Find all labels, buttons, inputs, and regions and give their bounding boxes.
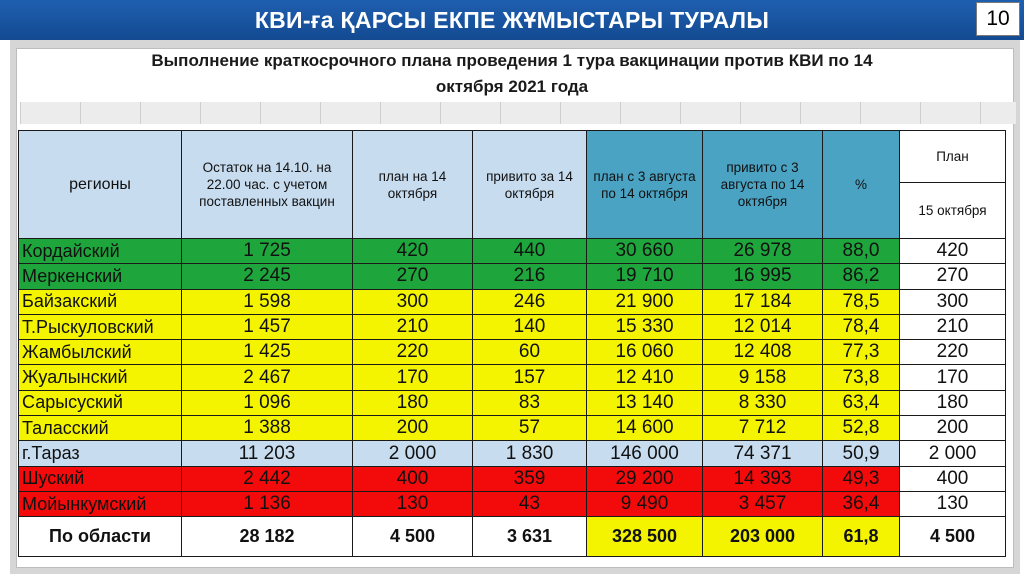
header-vaccinated-august: привито с 3 августа по 14 октября xyxy=(703,131,823,239)
header-plan-august: план с 3 августа по 14 октября xyxy=(587,131,703,239)
percent-done: 78,4 xyxy=(823,314,900,339)
region-name: Сарысуский xyxy=(19,390,182,415)
plan-oct-15: 420 xyxy=(900,239,1006,264)
subtitle-line-2: октября 2021 года xyxy=(435,77,589,96)
plan-oct-14: 210 xyxy=(353,314,473,339)
vaccinated-since-aug: 14 393 xyxy=(703,466,823,491)
vaccinated-since-aug: 3 457 xyxy=(703,491,823,516)
header-remaining: Остаток на 14.10. на 22.00 час. с учетом поставленных вакцин xyxy=(182,131,353,239)
plan-since-aug: 14 600 xyxy=(587,416,703,441)
header-plan: План xyxy=(900,131,1006,183)
header-percent: % xyxy=(823,131,900,239)
header-vaccinated-14: привито за 14 октября xyxy=(473,131,587,239)
percent-done: 52,8 xyxy=(823,416,900,441)
remaining-vaccines: 2 467 xyxy=(182,365,353,390)
subtitle-line-1: Выполнение краткосрочного плана проведения 1 тура вакцинации против КВИ по 14 xyxy=(151,51,873,70)
remaining-vaccines: 2 245 xyxy=(182,264,353,289)
table-row xyxy=(19,365,1006,390)
percent-done: 49,3 xyxy=(823,466,900,491)
plan-oct-14: 420 xyxy=(353,239,473,264)
region-name: Мойынкумский xyxy=(19,491,182,516)
vaccinated-since-aug: 12 408 xyxy=(703,340,823,365)
vaccinated-oct-14: 1 830 xyxy=(473,441,587,466)
vaccinated-since-aug: 8 330 xyxy=(703,390,823,415)
table-row xyxy=(19,239,1006,264)
percent-done: 73,8 xyxy=(823,365,900,390)
page-number: 10 xyxy=(976,2,1020,36)
header-regions: регионы xyxy=(19,131,182,239)
remaining-vaccines: 1 096 xyxy=(182,390,353,415)
plan-oct-15: 400 xyxy=(900,466,1006,491)
vaccinated-oct-14: 57 xyxy=(473,416,587,441)
plan-oct-14: 2 000 xyxy=(353,441,473,466)
table-row xyxy=(19,314,1006,339)
table-subtitle xyxy=(26,48,998,100)
table-row xyxy=(19,466,1006,491)
region-name: Меркенский xyxy=(19,264,182,289)
vaccination-table xyxy=(18,130,1006,557)
region-name: Байзакский xyxy=(19,289,182,314)
region-name: Кордайский xyxy=(19,239,182,264)
remaining-vaccines: 1 425 xyxy=(182,340,353,365)
header-plan-15: 15 октября xyxy=(900,183,1006,239)
remaining-vaccines: 1 388 xyxy=(182,416,353,441)
plan-oct-15: 180 xyxy=(900,390,1006,415)
header-plan-14: план на 14 октября xyxy=(353,131,473,239)
remaining-vaccines: 1 457 xyxy=(182,314,353,339)
plan-oct-14: 300 xyxy=(353,289,473,314)
slide-header xyxy=(0,0,1024,40)
plan-since-aug: 13 140 xyxy=(587,390,703,415)
remaining-vaccines: 2 442 xyxy=(182,466,353,491)
region-name: Шуский xyxy=(19,466,182,491)
total-plan-oct-15: 4 500 xyxy=(900,517,1006,557)
vaccinated-since-aug: 16 995 xyxy=(703,264,823,289)
plan-oct-14: 220 xyxy=(353,340,473,365)
table-row xyxy=(19,264,1006,289)
plan-since-aug: 30 660 xyxy=(587,239,703,264)
spreadsheet-grid-band xyxy=(20,102,1016,124)
plan-since-aug: 19 710 xyxy=(587,264,703,289)
percent-done: 50,9 xyxy=(823,441,900,466)
plan-oct-14: 130 xyxy=(353,491,473,516)
region-name: Таласский xyxy=(19,416,182,441)
vaccinated-oct-14: 216 xyxy=(473,264,587,289)
plan-oct-15: 270 xyxy=(900,264,1006,289)
plan-oct-14: 200 xyxy=(353,416,473,441)
table-row xyxy=(19,340,1006,365)
total-percent-done: 61,8 xyxy=(823,517,900,557)
plan-oct-15: 170 xyxy=(900,365,1006,390)
percent-done: 88,0 xyxy=(823,239,900,264)
slide-title: КВИ-ға ҚАРСЫ ЕКПЕ ЖҰМЫСТАРЫ ТУРАЛЫ xyxy=(254,7,770,33)
plan-oct-14: 170 xyxy=(353,365,473,390)
region-name: г.Тараз xyxy=(19,441,182,466)
plan-since-aug: 12 410 xyxy=(587,365,703,390)
vaccinated-since-aug: 9 158 xyxy=(703,365,823,390)
percent-done: 63,4 xyxy=(823,390,900,415)
total-row xyxy=(19,517,1006,557)
percent-done: 36,4 xyxy=(823,491,900,516)
remaining-vaccines: 11 203 xyxy=(182,441,353,466)
plan-oct-15: 210 xyxy=(900,314,1006,339)
table-row xyxy=(19,491,1006,516)
plan-since-aug: 146 000 xyxy=(587,441,703,466)
plan-oct-15: 2 000 xyxy=(900,441,1006,466)
table-row xyxy=(19,289,1006,314)
plan-since-aug: 15 330 xyxy=(587,314,703,339)
percent-done: 86,2 xyxy=(823,264,900,289)
vaccinated-oct-14: 83 xyxy=(473,390,587,415)
vaccinated-since-aug: 74 371 xyxy=(703,441,823,466)
vaccinated-oct-14: 246 xyxy=(473,289,587,314)
vaccinated-oct-14: 440 xyxy=(473,239,587,264)
plan-oct-14: 270 xyxy=(353,264,473,289)
total-region-name: По области xyxy=(19,517,182,557)
plan-oct-14: 400 xyxy=(353,466,473,491)
vaccinated-oct-14: 140 xyxy=(473,314,587,339)
plan-oct-15: 300 xyxy=(900,289,1006,314)
region-name: Т.Рыскуловский xyxy=(19,314,182,339)
table-row xyxy=(19,416,1006,441)
plan-since-aug: 29 200 xyxy=(587,466,703,491)
total-vaccinated-oct-14: 3 631 xyxy=(473,517,587,557)
remaining-vaccines: 1 136 xyxy=(182,491,353,516)
percent-done: 77,3 xyxy=(823,340,900,365)
vaccinated-oct-14: 43 xyxy=(473,491,587,516)
region-name: Жуалынский xyxy=(19,365,182,390)
total-plan-oct-14: 4 500 xyxy=(353,517,473,557)
vaccinated-since-aug: 17 184 xyxy=(703,289,823,314)
plan-since-aug: 16 060 xyxy=(587,340,703,365)
plan-oct-15: 220 xyxy=(900,340,1006,365)
vaccinated-since-aug: 12 014 xyxy=(703,314,823,339)
table-row xyxy=(19,390,1006,415)
percent-done: 78,5 xyxy=(823,289,900,314)
vaccinated-oct-14: 359 xyxy=(473,466,587,491)
region-name: Жамбылский xyxy=(19,340,182,365)
table-row xyxy=(19,441,1006,466)
vaccinated-since-aug: 26 978 xyxy=(703,239,823,264)
vaccinated-oct-14: 157 xyxy=(473,365,587,390)
plan-oct-15: 130 xyxy=(900,491,1006,516)
total-remaining-vaccines: 28 182 xyxy=(182,517,353,557)
plan-oct-14: 180 xyxy=(353,390,473,415)
plan-since-aug: 9 490 xyxy=(587,491,703,516)
vaccinated-oct-14: 60 xyxy=(473,340,587,365)
vaccinated-since-aug: 7 712 xyxy=(703,416,823,441)
plan-oct-15: 200 xyxy=(900,416,1006,441)
remaining-vaccines: 1 598 xyxy=(182,289,353,314)
remaining-vaccines: 1 725 xyxy=(182,239,353,264)
total-vaccinated-since-aug: 203 000 xyxy=(703,517,823,557)
total-plan-since-aug: 328 500 xyxy=(587,517,703,557)
plan-since-aug: 21 900 xyxy=(587,289,703,314)
